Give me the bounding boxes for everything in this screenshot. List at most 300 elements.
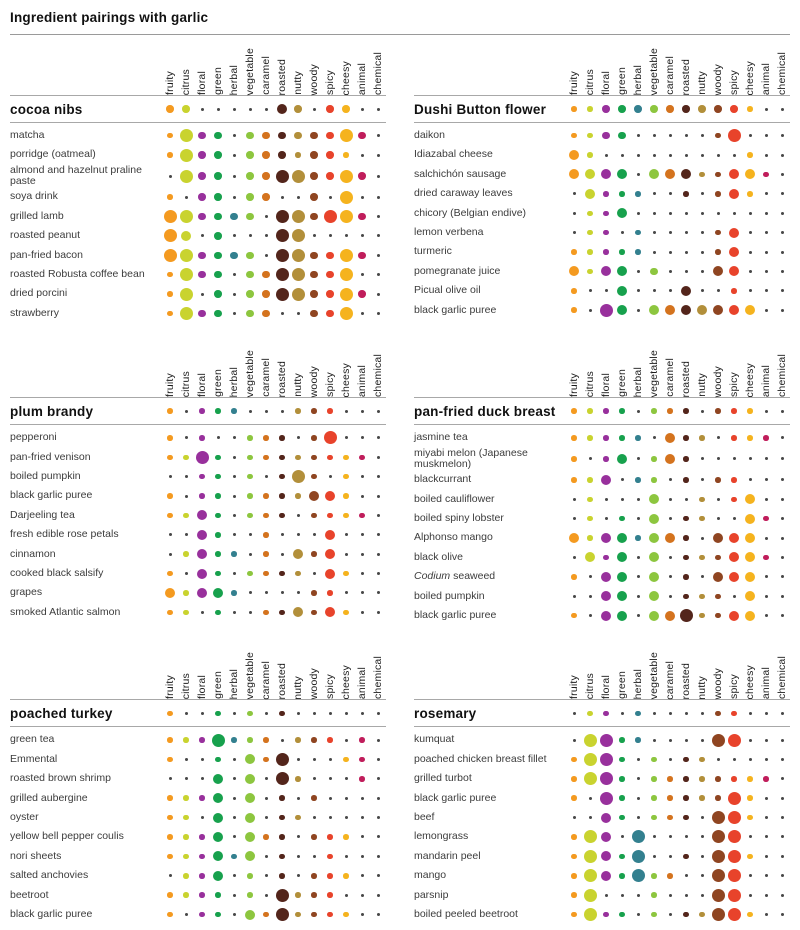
flavor-dot: [361, 572, 364, 575]
dot-cell-floral: [194, 467, 210, 486]
flavor-dot: [649, 591, 659, 601]
dot-cell-chemical: [774, 184, 790, 203]
dot-cell-spicy: [726, 866, 742, 885]
flavor-dot: [573, 595, 576, 598]
dot-cell-nutty: [290, 603, 306, 622]
dot-cell-floral: [598, 548, 614, 567]
dot-cell-fruity: [566, 204, 582, 223]
dot-cell-chemical: [370, 769, 386, 788]
dot-cell-fruity: [566, 262, 582, 281]
dot-cell-vegetable: [242, 402, 258, 421]
flavor-dot: [263, 571, 269, 577]
category-label-caramel: [258, 35, 274, 95]
dot-cell-vegetable: [646, 243, 662, 262]
dot-cell-caramel: [258, 448, 274, 467]
dot-cell-nutty: [694, 587, 710, 606]
flavor-dot: [180, 129, 193, 142]
dot-cell-citrus: [178, 789, 194, 808]
dot-cell-spicy: [726, 126, 742, 145]
dot-cell-spicy: [726, 184, 742, 203]
category-header-row: [566, 639, 790, 699]
flavor-dot: [201, 758, 204, 761]
flavor-dot: [765, 739, 768, 742]
dot-cell-woody: [710, 529, 726, 548]
dot-cell-fruity: [566, 567, 582, 586]
flavor-dot: [745, 533, 755, 543]
flavor-dot: [745, 169, 755, 179]
category-label-woody: [710, 639, 726, 699]
main-ingredient-dots: [566, 402, 790, 421]
ingredient-row: [10, 730, 386, 749]
dot-cell-vegetable: [242, 188, 258, 207]
flavor-dot: [198, 310, 206, 318]
dot-cell-green: [614, 789, 630, 808]
dot-cell-fruity: [162, 866, 178, 885]
category-label-text: citrus: [180, 673, 192, 700]
flavor-dot: [327, 408, 333, 414]
flavor-dot: [589, 595, 592, 598]
dot-cell-chemical: [774, 509, 790, 528]
flavor-dot: [361, 475, 364, 478]
dot-cell-vegetable: [646, 827, 662, 846]
flavor-dot: [765, 575, 768, 578]
flavor-dot: [747, 795, 753, 801]
dot-cell-fruity: [162, 583, 178, 602]
category-label-nutty: [290, 337, 306, 397]
dot-cell-spicy: [726, 402, 742, 421]
dot-cell-woody: [710, 704, 726, 723]
dot-cell-herbal: [630, 529, 646, 548]
main-ingredient-dots: [162, 100, 386, 119]
dot-cell-roasted: [678, 204, 694, 223]
flavor-dot: [717, 212, 720, 215]
ingredient-row: [10, 207, 386, 226]
dot-cell-animal: [758, 165, 774, 184]
flavor-dot: [733, 212, 736, 215]
flavor-dot: [279, 571, 285, 577]
ingredient-label: beef: [414, 810, 435, 823]
flavor-dot: [601, 871, 611, 881]
category-header-row: [162, 639, 386, 699]
flavor-dot: [669, 556, 672, 559]
dot-cell-floral: [194, 905, 210, 924]
flavor-dot: [295, 152, 301, 158]
flavor-dot: [201, 293, 204, 296]
category-label-green: [614, 35, 630, 95]
flavor-dot: [185, 533, 188, 536]
dot-cell-nutty: [290, 583, 306, 602]
dot-cell-animal: [354, 265, 370, 284]
dot-cell-green: [614, 223, 630, 242]
pairing-rows: [414, 123, 790, 320]
dot-cell-floral: [194, 731, 210, 750]
flavor-dot: [573, 192, 576, 195]
dot-cell-herbal: [630, 587, 646, 606]
ingredient-row: [414, 223, 790, 242]
flavor-dot: [728, 792, 741, 805]
category-label-text: animal: [356, 365, 368, 398]
dot-cell-cheesy: [742, 808, 758, 827]
dot-cell-nutty: [290, 487, 306, 506]
dot-cell-roasted: [678, 281, 694, 300]
dot-cell-roasted: [274, 583, 290, 602]
dot-cell-green: [210, 506, 226, 525]
flavor-dot: [233, 514, 236, 517]
dot-cell-roasted: [274, 525, 290, 544]
flavor-dot: [311, 610, 317, 616]
dot-cell-fruity: [566, 866, 582, 885]
dot-cell-roasted: [678, 704, 694, 723]
dot-cell-nutty: [290, 905, 306, 924]
ingredient-row: [10, 506, 386, 525]
dot-cell-chemical: [774, 827, 790, 846]
dot-cell-caramel: [258, 285, 274, 304]
flavor-dot: [617, 208, 627, 218]
dot-cell-green: [614, 204, 630, 223]
dot-cell-citrus: [178, 100, 194, 119]
category-label-text: herbal: [632, 64, 644, 95]
dot-cell-herbal: [630, 146, 646, 165]
dot-cell-chemical: [370, 704, 386, 723]
dot-cell-fruity: [162, 467, 178, 486]
dot-cell-citrus: [178, 769, 194, 788]
flavor-dot: [749, 457, 752, 460]
dot-cell-roasted: [678, 905, 694, 924]
dot-cell-chemical: [774, 808, 790, 827]
flavor-dot: [634, 105, 642, 113]
flavor-dot: [699, 613, 705, 619]
flavor-dot: [651, 477, 657, 483]
flavor-dot: [685, 270, 688, 273]
flavor-dot: [669, 289, 672, 292]
category-label-citrus: [178, 639, 194, 699]
dot-cell-chemical: [774, 100, 790, 119]
flavor-dot: [617, 552, 627, 562]
dot-cell-floral: [598, 223, 614, 242]
ingredient-row: [10, 808, 386, 827]
dot-cell-cheesy: [742, 449, 758, 468]
flavor-dot: [361, 611, 364, 614]
dot-cell-herbal: [630, 866, 646, 885]
dot-cell-chemical: [774, 146, 790, 165]
flavor-dot: [665, 454, 675, 464]
flavor-dot: [343, 834, 349, 840]
flavor-dot: [183, 737, 189, 743]
ingredient-row: [414, 509, 790, 528]
flavor-dot: [297, 797, 300, 800]
ingredient-label: poached chicken breast fillet: [414, 752, 547, 765]
flavor-dot: [747, 912, 753, 918]
dot-cell-nutty: [694, 126, 710, 145]
flavor-dot: [667, 795, 673, 801]
dot-cell-fruity: [566, 886, 582, 905]
flavor-dot: [167, 795, 173, 801]
dot-cell-fruity: [566, 146, 582, 165]
dot-cell-cheesy: [338, 100, 354, 119]
dot-cell-roasted: [678, 606, 694, 625]
flavor-dot: [653, 251, 656, 254]
category-label-text: cheesy: [340, 664, 352, 700]
flavor-dot: [180, 149, 193, 162]
flavor-dot: [197, 588, 207, 598]
dot-cell-chemical: [774, 428, 790, 447]
category-label-animal: [354, 337, 370, 397]
flavor-dot: [183, 854, 189, 860]
main-ingredient-name: plum brandy: [10, 403, 94, 419]
ingredient-row: [414, 448, 790, 471]
flavor-dot: [701, 231, 704, 234]
flavor-dot: [584, 830, 597, 843]
dot-cell-citrus: [178, 750, 194, 769]
flavor-dot: [699, 172, 705, 178]
flavor-dot: [233, 712, 236, 715]
category-label-spicy: [322, 639, 338, 699]
flavor-dot: [276, 249, 289, 262]
dot-cell-chemical: [370, 525, 386, 544]
dot-cell-spicy: [726, 281, 742, 300]
flavor-dot: [587, 477, 593, 483]
dot-cell-vegetable: [646, 428, 662, 447]
dot-cell-vegetable: [646, 301, 662, 320]
flavor-dot: [715, 172, 721, 178]
flavor-dot: [180, 249, 193, 262]
dot-cell-vegetable: [646, 449, 662, 468]
flavor-dot: [182, 105, 190, 113]
flavor-dot: [781, 478, 784, 481]
dot-cell-chemical: [774, 281, 790, 300]
dot-cell-citrus: [582, 548, 598, 567]
category-label-text: green: [616, 67, 628, 95]
flavor-dot: [377, 215, 380, 218]
dot-cell-vegetable: [242, 866, 258, 885]
dot-cell-citrus: [582, 449, 598, 468]
flavor-dot: [215, 912, 221, 918]
dot-cell-spicy: [726, 509, 742, 528]
dot-cell-chemical: [370, 506, 386, 525]
flavor-dot: [715, 133, 721, 139]
flavor-dot: [749, 251, 752, 254]
flavor-dot: [651, 873, 657, 879]
dot-cell-caramel: [258, 304, 274, 323]
dot-cell-spicy: [322, 789, 338, 808]
dot-cell-herbal: [226, 564, 242, 583]
category-label-floral: [598, 35, 614, 95]
ingredient-dots: [566, 606, 790, 625]
ingredient-label: smoked Atlantic salmon: [10, 605, 121, 618]
dot-cell-roasted: [274, 188, 290, 207]
category-label-text: animal: [356, 667, 368, 700]
flavor-dot: [717, 154, 720, 157]
dot-cell-citrus: [178, 487, 194, 506]
flavor-dot: [669, 575, 672, 578]
dot-cell-roasted: [678, 100, 694, 119]
dot-cell-roasted: [678, 866, 694, 885]
flavor-dot: [377, 797, 380, 800]
dot-cell-cheesy: [742, 184, 758, 203]
flavor-dot: [231, 408, 237, 414]
flavor-dot: [167, 892, 173, 898]
dot-cell-roasted: [274, 750, 290, 769]
flavor-dot: [199, 737, 205, 743]
flavor-dot: [667, 873, 673, 879]
flavor-dot: [361, 874, 364, 877]
ingredient-dots: [162, 506, 386, 525]
dot-cell-fruity: [566, 184, 582, 203]
flavor-dot: [345, 739, 348, 742]
ingredient-row: [10, 187, 386, 206]
dot-cell-nutty: [694, 490, 710, 509]
ingredient-label: jasmine tea: [414, 431, 468, 444]
dot-cell-citrus: [178, 402, 194, 421]
flavor-dot: [166, 105, 174, 113]
category-label-text: citrus: [180, 370, 192, 398]
flavor-dot: [765, 134, 768, 137]
flavor-dot: [653, 289, 656, 292]
category-label-text: woody: [308, 667, 320, 700]
dot-cell-roasted: [274, 808, 290, 827]
flavor-dot: [164, 210, 177, 223]
dot-cell-cheesy: [338, 448, 354, 467]
flavor-dot: [185, 777, 188, 780]
flavor-dot: [343, 455, 349, 461]
flavor-dot: [313, 712, 316, 715]
dot-cell-roasted: [274, 448, 290, 467]
flavor-dot: [169, 874, 172, 877]
flavor-dot: [340, 249, 353, 262]
dot-cell-green: [614, 769, 630, 788]
ingredient-row: [414, 301, 790, 320]
flavor-dot: [587, 435, 593, 441]
flavor-dot: [265, 475, 268, 478]
dot-cell-fruity: [162, 246, 178, 265]
dot-cell-green: [614, 146, 630, 165]
dot-cell-green: [210, 583, 226, 602]
dot-cell-spicy: [726, 769, 742, 788]
dot-cell-citrus: [582, 567, 598, 586]
dot-cell-green: [210, 265, 226, 284]
dot-cell-cheesy: [338, 789, 354, 808]
category-label-text: floral: [196, 675, 208, 700]
ingredient-label: lemon verbena: [414, 225, 484, 238]
dot-cell-caramel: [258, 769, 274, 788]
flavor-dot: [745, 494, 755, 504]
dot-cell-citrus: [582, 808, 598, 827]
flavor-dot: [213, 832, 223, 842]
flavor-dot: [249, 533, 252, 536]
flavor-dot: [345, 234, 348, 237]
flavor-dot: [573, 739, 576, 742]
dot-cell-citrus: [178, 808, 194, 827]
flavor-dot: [197, 569, 207, 579]
flavor-dot: [585, 552, 595, 562]
dot-cell-green: [210, 905, 226, 924]
dot-cell-roasted: [274, 866, 290, 885]
flavor-dot: [765, 212, 768, 215]
dot-cell-roasted: [678, 428, 694, 447]
dot-cell-roasted: [274, 886, 290, 905]
dot-cell-caramel: [662, 750, 678, 769]
flavor-dot: [617, 266, 627, 276]
flavor-dot: [213, 588, 223, 598]
ingredient-row: [414, 606, 790, 625]
dot-cell-roasted: [678, 509, 694, 528]
flavor-dot: [262, 193, 270, 201]
ingredient-row: [10, 467, 386, 486]
dot-cell-floral: [194, 545, 210, 564]
dot-cell-herbal: [226, 789, 242, 808]
flavor-dot: [621, 231, 624, 234]
dot-cell-woody: [710, 490, 726, 509]
dot-cell-herbal: [630, 567, 646, 586]
dot-cell-fruity: [162, 188, 178, 207]
dot-cell-green: [210, 402, 226, 421]
dot-cell-floral: [598, 789, 614, 808]
flavor-dot: [637, 777, 640, 780]
dot-cell-floral: [598, 704, 614, 723]
flavor-dot: [637, 134, 640, 137]
flavor-dot: [297, 758, 300, 761]
dot-cell-green: [614, 449, 630, 468]
dot-cell-vegetable: [242, 467, 258, 486]
flavor-dot: [781, 173, 784, 176]
dot-cell-floral: [598, 402, 614, 421]
flavor-dot: [340, 307, 353, 320]
dot-cell-chemical: [774, 886, 790, 905]
category-label-woody: [306, 337, 322, 397]
dot-cell-roasted: [274, 827, 290, 846]
flavor-dot: [310, 271, 318, 279]
dot-cell-nutty: [694, 769, 710, 788]
flavor-dot: [276, 908, 289, 921]
flavor-dot: [699, 516, 705, 522]
flavor-dot: [215, 474, 221, 480]
flavor-dot: [201, 712, 204, 715]
flavor-dot: [685, 498, 688, 501]
flavor-dot: [327, 455, 333, 461]
category-label-vegetable: [646, 35, 662, 95]
dot-cell-animal: [354, 428, 370, 447]
flavor-dot: [281, 410, 284, 413]
flavor-dot: [701, 739, 704, 742]
flavor-dot: [601, 169, 611, 179]
dot-cell-caramel: [258, 506, 274, 525]
dot-cell-chemical: [370, 487, 386, 506]
flavor-dot: [310, 132, 318, 140]
category-label-text: green: [212, 671, 224, 700]
dot-cell-caramel: [662, 126, 678, 145]
flavor-dot: [728, 734, 741, 747]
flavor-dot: [233, 312, 236, 315]
dot-cell-animal: [354, 750, 370, 769]
category-label-caramel: [258, 337, 274, 397]
ingredient-label: almond and hazelnut praline paste: [10, 163, 142, 188]
dot-cell-vegetable: [242, 827, 258, 846]
flavor-dot: [249, 553, 252, 556]
flavor-dot: [621, 835, 624, 838]
flavor-dot: [712, 811, 725, 824]
flavor-dot: [602, 105, 610, 113]
pairing-rows: [10, 727, 386, 924]
ingredient-dots: [162, 789, 386, 808]
ingredient-dots: [566, 428, 790, 447]
dot-cell-floral: [598, 769, 614, 788]
dot-cell-spicy: [726, 449, 742, 468]
dot-cell-green: [210, 285, 226, 304]
dot-cell-vegetable: [646, 165, 662, 184]
dot-cell-nutty: [290, 789, 306, 808]
dot-cell-nutty: [694, 606, 710, 625]
flavor-dot: [247, 435, 253, 441]
